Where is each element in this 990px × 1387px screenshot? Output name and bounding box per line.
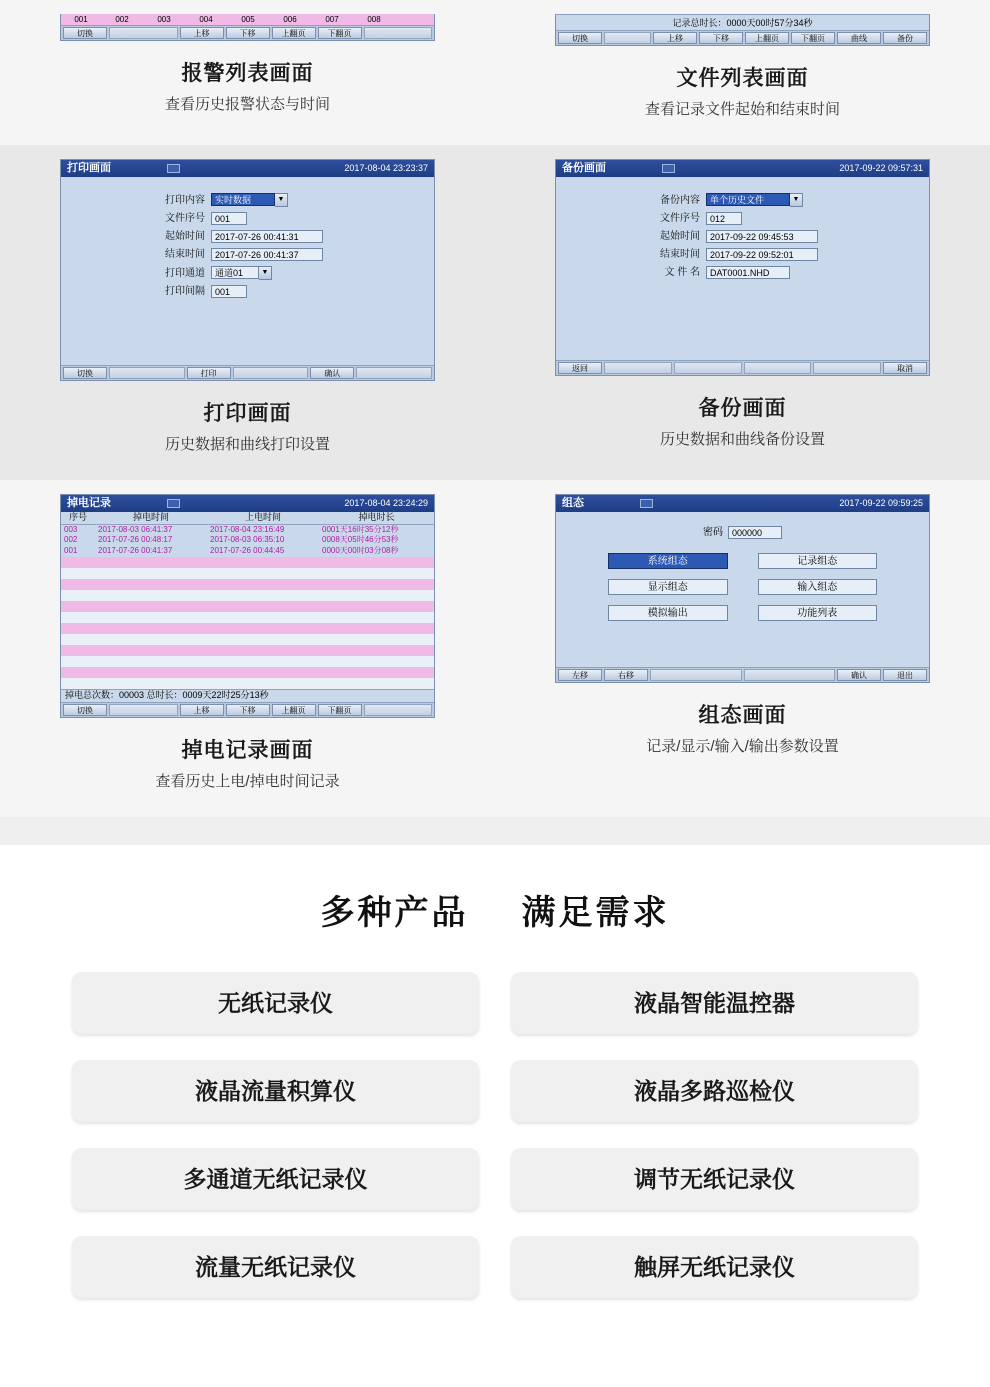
poweroff-titlebar [61,495,434,512]
caption-title: 文件列表画面 [676,67,809,90]
config-screen [555,494,930,683]
col-poweron-time: 上电时间 [207,512,319,524]
caption-subtitle: 查看历史上电/掉电时间记录 [155,773,340,791]
screen-cell-poweroff [0,480,495,817]
button-blank-1[interactable] [650,669,742,681]
config-menu [556,553,929,621]
button-return[interactable]: 返回 [558,362,602,374]
screen-icon [584,497,839,509]
value-backup-content[interactable]: 单个历史文件 [706,193,790,206]
screens-row-3 [0,480,990,817]
product-item[interactable]: 多通道无纸记录仪 [72,1148,479,1210]
screens-row-1 [0,0,990,145]
config-titlebar [556,495,929,512]
config-datetime: 2017-09-22 09:59:25 [839,497,923,508]
config-toolbar [556,667,929,682]
label-backup-content: 备份内容 [660,194,700,206]
alarm-list-toolbar [61,25,434,40]
power-off-record-screen [60,494,435,718]
button-blank-2[interactable] [364,27,433,39]
alarm-list-strip [60,14,435,41]
cell-index: 003 [64,524,78,534]
print-title: 打印画面 [67,162,111,175]
button-cancel[interactable]: 取消 [883,362,927,374]
backup-body [556,177,929,360]
product-item[interactable]: 无纸记录仪 [72,972,479,1034]
button-blank-2[interactable] [744,669,836,681]
label-print-interval: 打印间隔 [165,286,205,297]
button-blank-1[interactable] [604,362,672,374]
caption-subtitle: 查看历史报警状态与时间 [164,96,330,113]
config-panel [556,512,929,667]
button-switch[interactable]: 切换 [63,367,107,379]
backup-title: 备份画面 [562,162,606,175]
table-row[interactable] [61,535,434,546]
screen-cell-print [0,145,495,480]
cell-poweron-time: 2017-07-26 00:44:45 [210,546,285,556]
button-move-down[interactable]: 下移 [699,32,743,44]
chevron-down-icon[interactable]: ▼ [790,193,803,207]
field-row-end-time [61,248,434,261]
value-start-time[interactable]: 2017-07-26 00:41:31 [211,230,323,243]
button-backup[interactable]: 备份 [883,32,927,44]
caption-title: 掉电记录画面 [181,739,314,763]
field-row-print-interval [61,285,434,298]
chevron-down-icon[interactable]: ▼ [259,266,272,280]
button-switch[interactable]: 切换 [63,704,107,716]
product-item[interactable]: 液晶多路巡检仪 [511,1060,918,1122]
label-file-index: 文件序号 [660,213,700,224]
screen-cell-config [495,480,990,817]
poweroff-body [61,512,434,689]
field-row-backup-content [556,193,929,207]
product-item[interactable]: 液晶智能温控器 [511,972,918,1034]
caption-subtitle: 历史数据和曲线备份设置 [659,431,825,448]
label-end-time: 结束时间 [660,249,700,260]
label-start-time: 起始时间 [660,231,700,242]
poweroff-datetime: 2017-08-04 23:24:29 [344,497,428,508]
menu-input-config[interactable]: 输入组态 [758,579,878,595]
menu-record-config[interactable]: 记录组态 [758,553,878,569]
product-item[interactable]: 调节无纸记录仪 [511,1148,918,1210]
value-file-name[interactable]: DAT0001.NHD [706,266,790,279]
button-exit[interactable]: 退出 [883,669,927,681]
poweroff-empty-rows [61,557,434,689]
field-row-file-index [556,212,929,225]
value-end-time[interactable]: 2017-09-22 09:52:01 [706,248,818,261]
menu-display-config[interactable]: 显示组态 [608,579,728,595]
button-confirm[interactable]: 确认 [310,367,354,379]
cell-poweroff-time: 2017-08-03 06:41:37 [98,524,173,534]
cell-poweron-time: 2017-08-03 06:35:10 [210,535,285,545]
combo-print-channel[interactable] [211,266,272,280]
button-blank-3[interactable] [744,362,812,374]
value-end-time[interactable]: 2017-07-26 00:41:37 [211,248,323,261]
table-row: 001 002 003 004 005 006 007 008 [61,14,434,25]
print-toolbar [61,365,434,380]
combo-backup-content[interactable] [706,193,803,207]
cell-poweroff-time: 2017-07-26 00:48:17 [98,535,173,545]
label-print-content: 打印内容 [165,194,205,206]
cell-index: 001 [64,546,78,556]
label-end-time: 结束时间 [165,249,205,260]
button-blank-2[interactable] [233,367,309,379]
button-move-down[interactable]: 下移 [226,27,270,39]
screen-cell-alarm-list [0,0,495,145]
chevron-down-icon[interactable]: ▼ [275,193,288,207]
print-body [61,177,434,365]
cell-poweron-time: 2017-08-04 23:16:49 [210,524,285,534]
value-file-index[interactable]: 012 [706,212,742,225]
print-form [61,177,434,365]
button-blank-2[interactable] [674,362,742,374]
button-curve[interactable]: 曲线 [837,32,881,44]
button-page-up[interactable]: 上翻页 [272,27,316,39]
field-row-end-time [556,248,929,261]
config-title: 组态 [562,497,584,510]
product-item[interactable]: 液晶流量积算仪 [72,1060,479,1122]
button-blank-1[interactable] [109,704,178,716]
label-start-time: 起始时间 [165,231,205,242]
col-duration: 掉电时长 [319,512,434,524]
label-file-index: 文件序号 [165,213,205,224]
value-print-channel[interactable]: 通道01 [211,266,259,279]
button-blank-1[interactable] [109,367,185,379]
field-row-file-name [556,266,929,279]
button-blank-2[interactable] [364,704,433,716]
backup-toolbar [556,360,929,375]
password-label: 密码 [703,527,723,538]
screen-icon [111,162,344,174]
field-row-print-channel [61,266,434,280]
print-datetime: 2017-08-04 23:23:37 [344,162,428,173]
screen-icon [606,162,839,174]
caption-title: 报警列表画面 [181,62,314,85]
products-heading-left: 多种产品 [320,894,469,933]
products-section [0,845,990,1348]
button-switch[interactable]: 切换 [558,32,602,44]
cell-duration: 0001天16时35分12秒 [322,524,399,534]
button-page-up[interactable]: 上翻页 [745,32,789,44]
field-row-file-index [61,212,434,225]
products-heading [0,885,990,934]
button-move-right[interactable]: 右移 [604,669,648,681]
screens-row-2 [0,145,990,480]
combo-print-content[interactable] [211,193,288,207]
cell-duration: 0000天00时03分08秒 [322,546,399,556]
file-list-toolbar [556,30,929,45]
label-print-channel: 打印通道 [165,267,205,279]
field-row-start-time [556,230,929,243]
button-page-down[interactable]: 下翻页 [318,27,362,39]
table-row[interactable] [61,524,434,535]
value-print-content[interactable]: 实时数据 [211,193,275,206]
backup-titlebar [556,160,929,177]
button-switch[interactable]: 切换 [63,27,107,39]
table-header-row [61,512,434,524]
menu-function-list[interactable]: 功能列表 [758,605,878,621]
file-list-strip [555,14,930,46]
caption-subtitle: 历史数据和曲线打印设置 [164,436,330,453]
value-print-interval[interactable]: 001 [211,285,247,298]
cell-index: 002 [64,535,78,545]
password-row [556,526,929,539]
button-confirm[interactable]: 确认 [837,669,881,681]
button-blank-1[interactable] [604,32,651,44]
button-blank-3[interactable] [356,367,432,379]
button-move-up[interactable]: 上移 [653,32,697,44]
button-blank-4[interactable] [813,362,881,374]
label-file-name: 文 件 名 [664,267,700,278]
button-print[interactable]: 打印 [187,367,231,379]
value-file-index[interactable]: 001 [211,212,247,225]
table-row[interactable] [61,546,434,557]
caption-subtitle: 查看记录文件起始和结束时间 [644,101,840,118]
password-input[interactable]: 000000 [728,526,782,539]
button-page-down[interactable]: 下翻页 [318,704,362,716]
product-item[interactable]: 流量无纸记录仪 [72,1236,479,1298]
poweroff-summary: 掉电总次数：00003 总时长：0009天22时25分13秒 [61,689,434,702]
backup-datetime: 2017-09-22 09:57:31 [839,162,923,173]
product-item[interactable]: 触屏无纸记录仪 [511,1236,918,1298]
cell-poweroff-time: 2017-07-26 00:41:37 [98,546,173,556]
button-page-down[interactable]: 下翻页 [791,32,835,44]
print-titlebar [61,160,434,177]
poweroff-table [61,512,434,557]
button-move-up[interactable]: 上移 [180,704,224,716]
cell-duration: 0008天05时46分53秒 [322,535,399,545]
caption-title: 备份画面 [698,397,787,420]
products-grid [0,972,990,1298]
button-blank-1[interactable] [109,27,178,39]
print-screen [60,159,435,381]
value-start-time[interactable]: 2017-09-22 09:45:53 [706,230,818,243]
alarm-list-rows [61,14,434,25]
button-move-down[interactable]: 下移 [226,704,270,716]
menu-analog-output[interactable]: 模拟输出 [608,605,728,621]
field-row-start-time [61,230,434,243]
caption-title: 打印画面 [203,402,292,425]
menu-system-config[interactable]: 系统组态 [608,553,728,569]
backup-form [556,177,929,360]
button-page-up[interactable]: 上翻页 [272,704,316,716]
button-move-up[interactable]: 上移 [180,27,224,39]
poweroff-title: 掉电记录 [67,497,111,510]
field-row-print-content [61,193,434,207]
screen-cell-file-list [495,0,990,145]
col-index: 序号 [61,512,95,524]
file-list-status: 记录总时长：0000天00时57分34秒 [556,14,929,30]
screen-icon [111,497,344,509]
poweroff-toolbar [61,702,434,717]
col-poweroff-time: 掉电时间 [95,512,207,524]
products-heading-right: 满足需求 [521,894,670,933]
screen-cell-backup [495,145,990,480]
caption-subtitle: 记录/显示/输入/输出参数设置 [646,738,839,755]
caption-title: 组态画面 [698,704,787,727]
button-move-left[interactable]: 左移 [558,669,602,681]
config-body [556,512,929,667]
backup-screen [555,159,930,376]
